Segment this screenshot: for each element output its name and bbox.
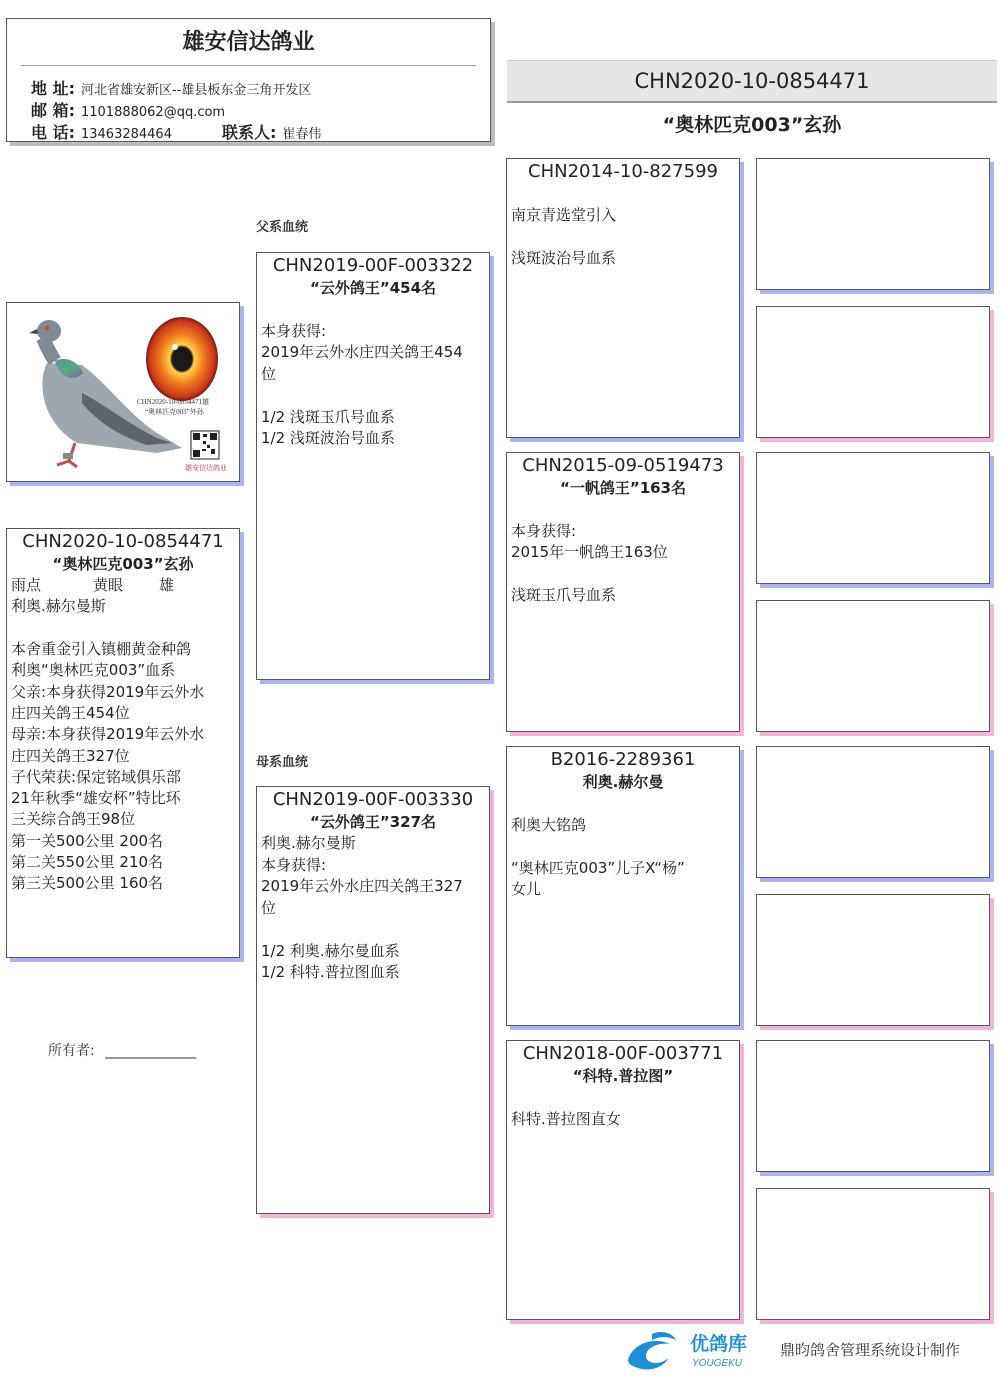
- maternal-granddam-line: 科特.普拉图直女: [511, 1109, 621, 1128]
- header-divider: [21, 65, 476, 66]
- maternal-grandsire-name: 利奥.赫尔曼: [582, 773, 664, 791]
- paternal-granddam-name: “一帆鸽王”163名: [559, 479, 687, 497]
- sire-ring: CHN2019-00F-003322: [272, 255, 474, 276]
- phone-label: 电 话:: [31, 123, 75, 142]
- great-grandparent-box: [756, 600, 990, 732]
- breeder-header: [6, 18, 491, 142]
- subject-desc-line: 母亲:本身获得2019年云外水: [11, 725, 205, 744]
- subject-desc-line: 第三关500公里 160名: [11, 874, 164, 893]
- subject-desc-line: 庄四关鸽王327位: [11, 746, 130, 765]
- subject-desc-line: 第一关500公里 200名: [11, 831, 164, 850]
- paternal-grandsire-line: 浅斑波治号血系: [511, 248, 617, 267]
- owner-field: [48, 1040, 196, 1060]
- subject-desc-line: 庄四关鸽王454位: [11, 703, 130, 722]
- paternal-grandsire-ring: CHN2014-10-827599: [528, 161, 718, 182]
- sire-line: 1/2 浅斑波治号血系: [261, 429, 395, 447]
- great-grandparent-box: [756, 894, 990, 1026]
- dam-name: “云外鸽王”327名: [309, 813, 437, 831]
- maternal-grandsire-line: 利奥大铭鸽: [511, 815, 587, 834]
- sire-line-label: 父系血统: [256, 220, 309, 235]
- dam-line: 1/2 科特.普拉图血系: [261, 963, 400, 981]
- maternal-granddam-ring: CHN2018-00F-003771: [522, 1043, 724, 1064]
- dam-line: 2019年云外水庄四关鸽王327: [261, 877, 463, 895]
- photo-caption-title: “奥林匹克003”外孙: [145, 408, 204, 416]
- maternal-grandsire-line: 女儿: [511, 880, 542, 898]
- sire-name: “云外鸽王”454名: [309, 279, 437, 297]
- sire-card: [256, 252, 490, 680]
- sire-line: 本身获得:: [261, 321, 327, 340]
- maternal-grandsire-card: [506, 746, 740, 1026]
- maternal-granddam-name: “科特.普拉图”: [572, 1067, 674, 1085]
- sire-line: 位: [261, 364, 277, 383]
- great-grandparent-box: [756, 306, 990, 438]
- subject-sex: 雄: [159, 576, 175, 594]
- paternal-granddam-line: 2015年一帆鸽王163位: [511, 543, 668, 561]
- address-label: 地 址:: [31, 79, 75, 98]
- main-title: “奥林匹克003”玄孙: [662, 114, 842, 136]
- logo-en: YOUGEKU: [692, 1358, 743, 1369]
- great-grandparent-box: [756, 746, 990, 878]
- paternal-grandsire-line: 南京青选堂引入: [511, 205, 617, 224]
- dam-line-label: 母系血统: [256, 755, 309, 770]
- subject-desc-line: 21年秋季“雄安杯”特比环: [11, 789, 181, 808]
- maternal-grandsire-line: “奥林匹克003”儿子X“杨”: [511, 858, 685, 877]
- paternal-granddam-line: 本身获得:: [511, 521, 577, 540]
- sire-line: 1/2 浅斑玉爪号血系: [261, 407, 395, 426]
- email-value[interactable]: 1101888062@qq.com: [80, 105, 226, 120]
- paternal-grandsire-card: [506, 158, 740, 438]
- dam-ring: CHN2019-00F-003330: [272, 789, 474, 810]
- phone-row: [31, 120, 321, 143]
- subject-desc-line: 子代荣获:保定铭域俱乐部: [11, 767, 182, 786]
- qr-code-icon: [191, 431, 219, 459]
- subject-bloodline: 利奥.赫尔曼斯: [11, 597, 106, 616]
- owner-blank[interactable]: _____________: [105, 1043, 197, 1059]
- maternal-granddam-card: [506, 1040, 740, 1320]
- subject-attributes: [11, 575, 235, 596]
- great-grandparent-box: [756, 1040, 990, 1172]
- paternal-granddam-ring: CHN2015-09-0519473: [522, 455, 724, 476]
- logo-swirl-icon: [622, 1326, 772, 1374]
- dam-line: 1/2 利奥.赫尔曼血系: [261, 941, 400, 960]
- photo-stamp: 雄安信达鸽业: [185, 464, 227, 472]
- pigeon-illustration: [7, 303, 239, 481]
- sire-line: 2019年云外水庄四关鸽王454: [261, 343, 463, 361]
- photo-caption-ring: CHN2020-10-0854471雄: [137, 398, 209, 406]
- email-label: 邮 箱:: [31, 101, 75, 120]
- address-value: 河北省雄安新区--雄县板东金三角开发区: [80, 83, 312, 98]
- subject-desc-line: 第二关550公里 210名: [11, 853, 164, 872]
- subject-card: [6, 528, 240, 958]
- subject-color: 雨点: [11, 576, 42, 594]
- dam-line: 利奥.赫尔曼斯: [261, 834, 356, 852]
- maternal-grandsire-ring: B2016-2289361: [550, 749, 696, 770]
- dam-line: 位: [261, 898, 277, 917]
- address-row: [31, 76, 311, 99]
- great-grandparent-box: [756, 1188, 990, 1320]
- contact-value: 崔春伟: [282, 127, 322, 142]
- breeder-name: 雄安信达鸽业: [182, 30, 315, 55]
- dam-line: 本身获得:: [261, 855, 327, 874]
- subject-desc-line: 利奥“奥林匹克003”血系: [11, 661, 176, 680]
- logo-cn: 优鸽库: [690, 1333, 748, 1355]
- paternal-granddam-line: 浅斑玉爪号血系: [511, 586, 617, 604]
- main-ring-banner: CHN2020-10-0854471: [507, 60, 997, 103]
- owner-label: 所有者:: [48, 1043, 95, 1059]
- paternal-granddam-card: [506, 452, 740, 732]
- contact-label: 联系人:: [221, 123, 277, 142]
- dam-card: [256, 786, 490, 1214]
- phone-value[interactable]: 13463284464: [80, 127, 172, 142]
- subject-eye: 黄眼: [93, 576, 124, 594]
- great-grandparent-box: [756, 452, 990, 584]
- footer-credit: 鼎昀鸽舍管理系统设计制作: [780, 1341, 961, 1359]
- subject-desc-line: 父亲:本身获得2019年云外水: [11, 682, 205, 701]
- yougeku-logo: [622, 1326, 772, 1374]
- subject-ring: CHN2020-10-0854471: [22, 531, 224, 552]
- subject-desc-line: 三关综合鸽王98位: [11, 810, 136, 829]
- email-row: [31, 98, 225, 121]
- pigeon-photo: [6, 302, 240, 482]
- great-grandparent-box: [756, 158, 990, 290]
- subject-name: “奥林匹克003”玄孙: [52, 555, 194, 573]
- subject-desc-line: 本舍重金引入镇棚黄金种鸽: [11, 640, 192, 659]
